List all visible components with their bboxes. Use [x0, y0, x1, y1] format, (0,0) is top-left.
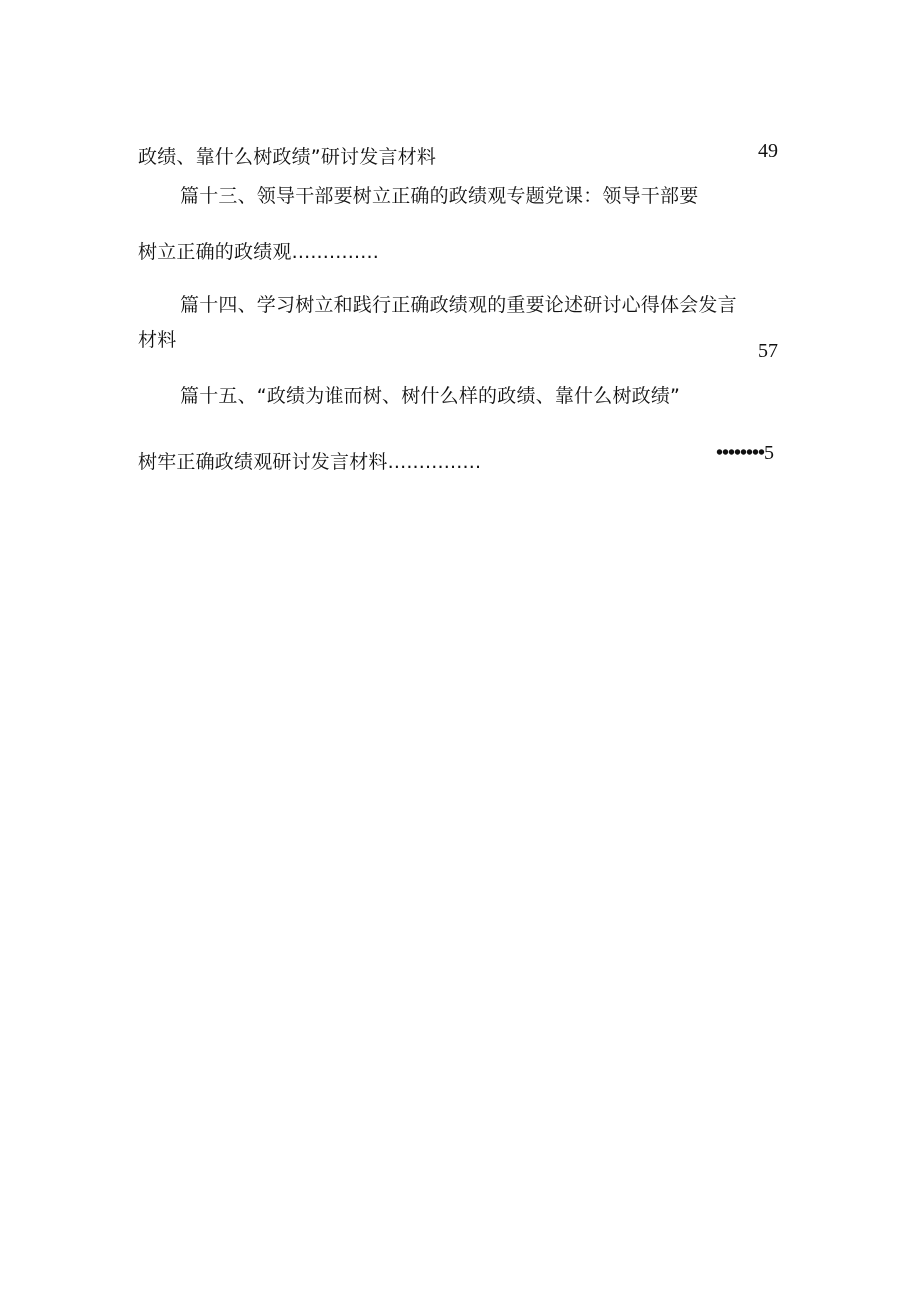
toc-entry-12-continuation: 政绩、靠什么树政绩”研讨发言材料	[138, 146, 437, 168]
toc-entry-12-page-number: 49	[758, 140, 778, 162]
toc-entry-14-page-number: 57	[758, 340, 778, 362]
toc-entry-14-title: 篇十四、学习树立和践行正确政绩观的重要论述研讨心得体会发言	[180, 294, 737, 316]
toc-entry-13-title: 篇十三、领导干部要树立正确的政绩观专题党课：领导干部要	[180, 185, 699, 207]
toc-entry-14-title-continuation: 材料	[138, 329, 177, 351]
toc-entry-13-title-continuation: 树立正确的政绩观..............	[138, 241, 379, 263]
toc-entry-15-leader-dots: ••••••••	[716, 442, 765, 464]
toc-entry-15-title-continuation: 树牢正确政绩观研讨发言材料...............	[138, 451, 482, 473]
toc-entry-15-page-ref	[716, 441, 774, 465]
toc-entry-15-page-number: 5	[764, 442, 775, 464]
toc-entry-15-title: 篇十五、“政绩为谁而树、树什么样的政绩、靠什么树政绩”	[180, 385, 681, 407]
